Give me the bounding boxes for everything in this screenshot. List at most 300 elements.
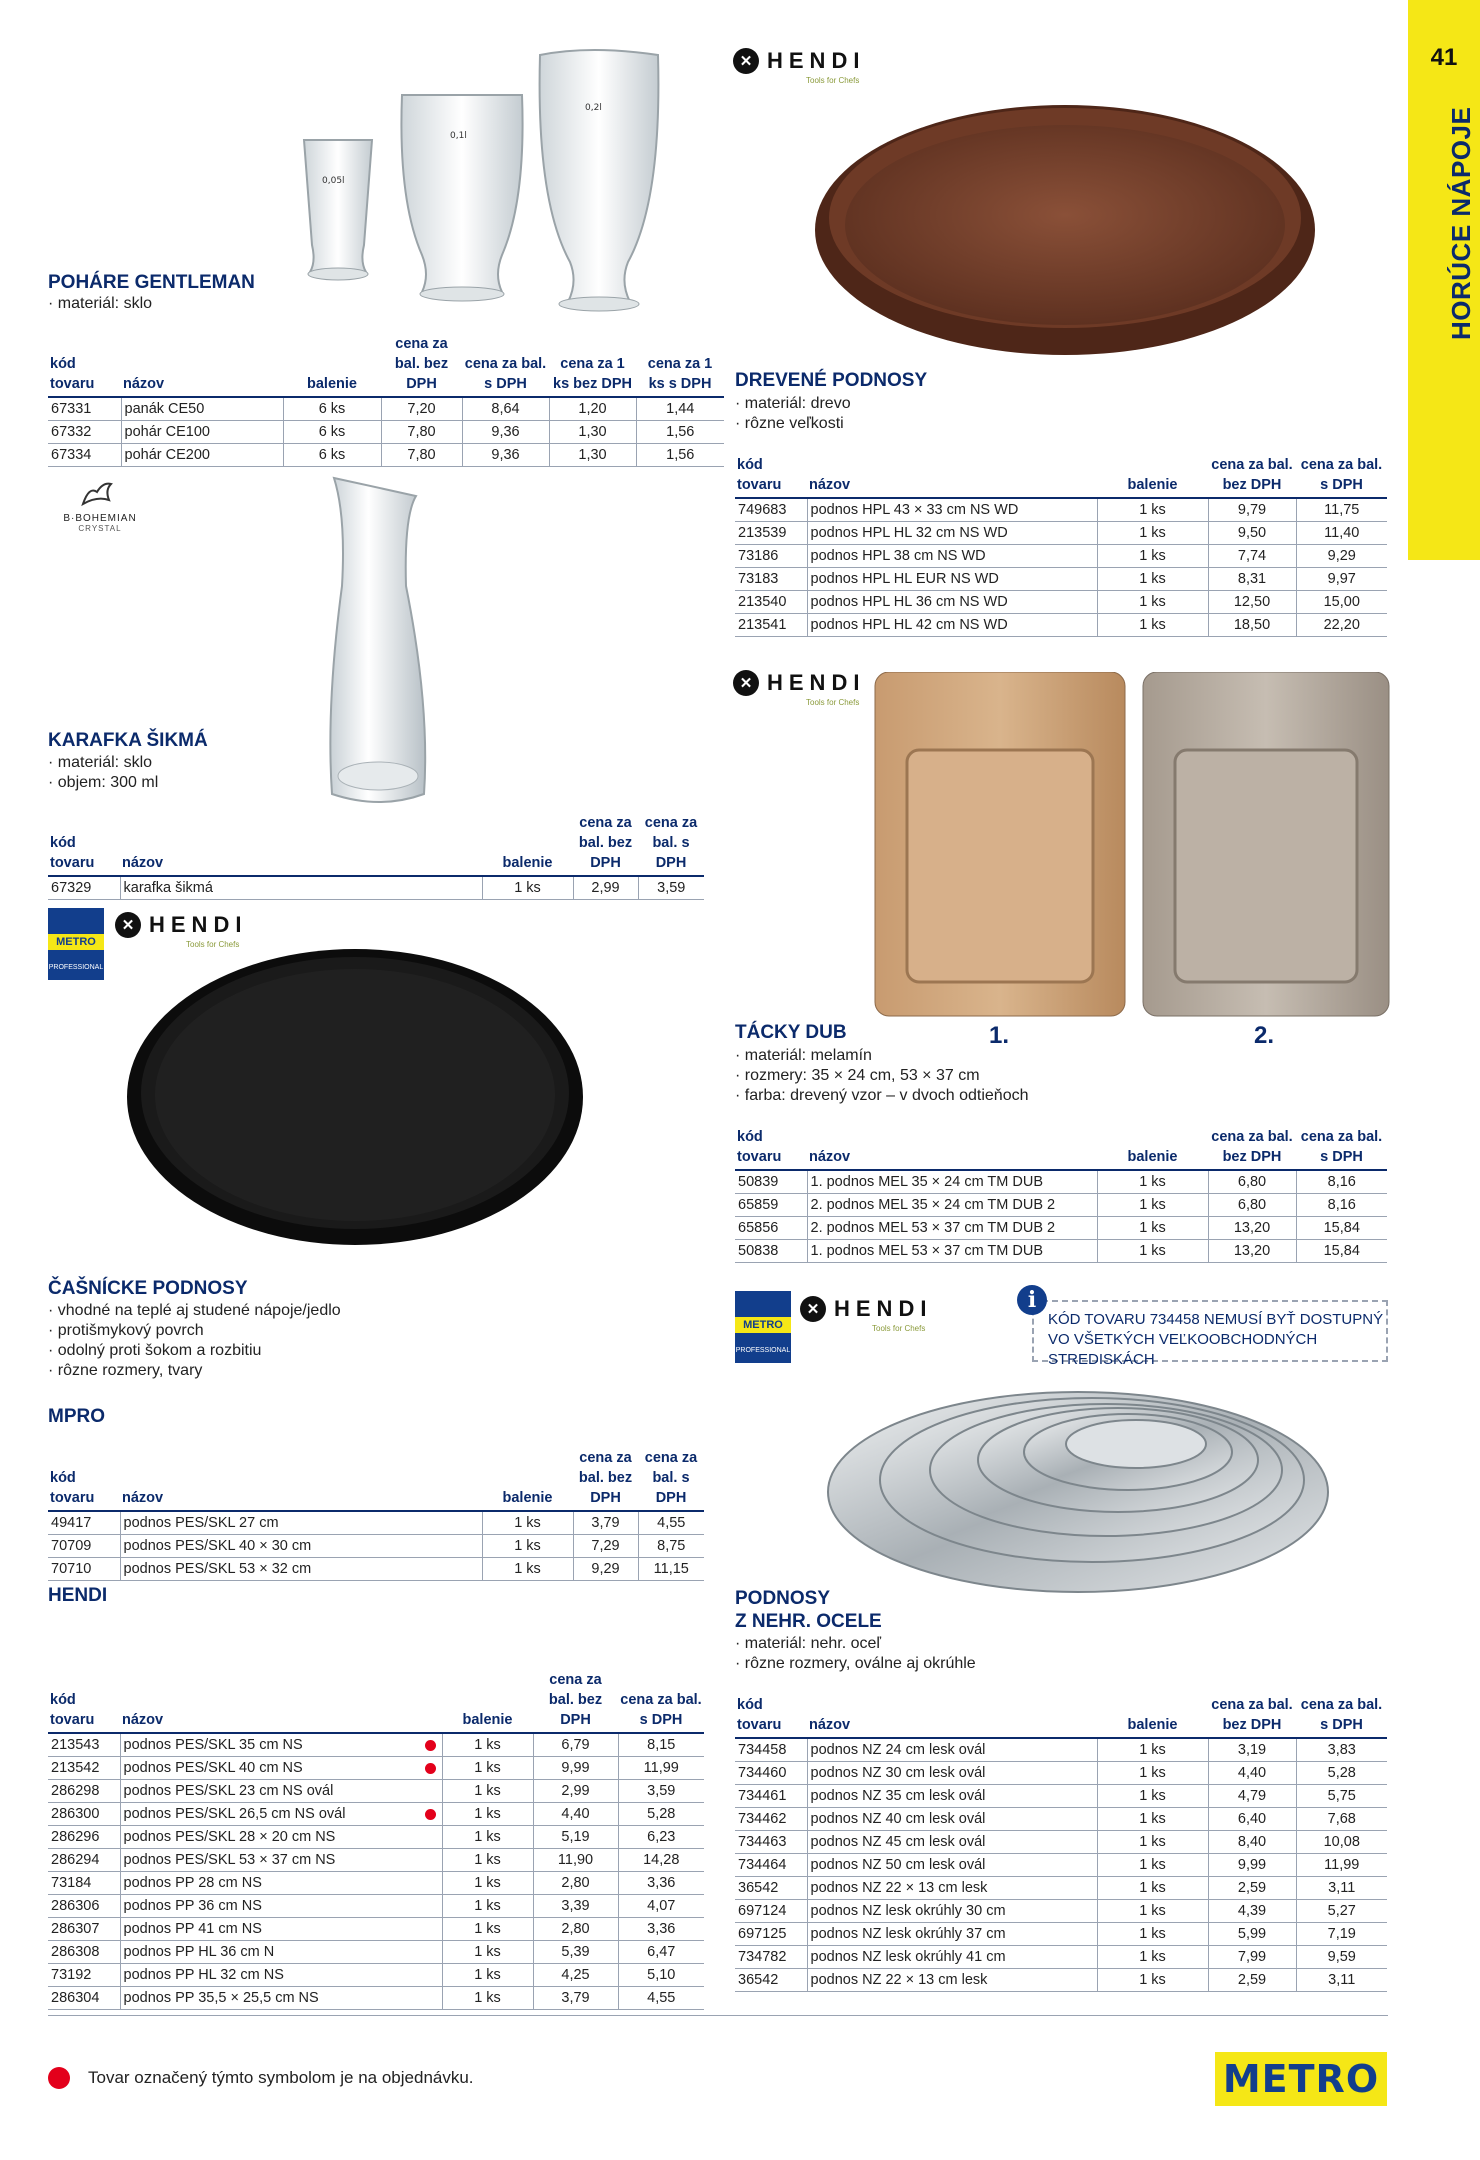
hendi-logo-text: HENDI bbox=[149, 912, 248, 937]
cell-price-inc: 9,59 bbox=[1296, 1946, 1387, 1969]
casnicke-feature-2: · protišmykový povrch bbox=[48, 1322, 204, 1339]
cell-price-inc: 5,28 bbox=[618, 1803, 704, 1826]
cell-code: 36542 bbox=[735, 1877, 807, 1900]
bohemian-sub: CRYSTAL bbox=[78, 524, 122, 533]
cell-name: podnos NZ lesk okrúhly 41 cm bbox=[807, 1946, 1097, 1969]
col-price-pack-ex: cena za bal. bez DPH bbox=[573, 1448, 638, 1511]
cell-price-inc: 3,36 bbox=[618, 1918, 704, 1941]
table-row bbox=[735, 1923, 1387, 1946]
cell-name: podnos HPL HL 36 cm NS WD bbox=[807, 591, 1097, 614]
col-name: názov bbox=[807, 1695, 1097, 1738]
cell-name: pohár CE100 bbox=[121, 421, 283, 444]
col-name: názov bbox=[807, 455, 1097, 498]
cell-pack: 1 ks bbox=[442, 1826, 533, 1849]
cell-price-inc: 5,27 bbox=[1296, 1900, 1387, 1923]
gentleman-table bbox=[48, 334, 724, 467]
cell-pack: 1 ks bbox=[482, 876, 573, 900]
col-pack: balenie bbox=[442, 1670, 533, 1733]
cell-code: 734463 bbox=[735, 1831, 807, 1854]
cell-price-ex: 6,79 bbox=[533, 1733, 618, 1757]
col-code: kód tovaru bbox=[735, 1127, 807, 1170]
cell-code: 73183 bbox=[735, 568, 807, 591]
cell-name: podnos PES/SKL 53 × 37 cm NS bbox=[120, 1849, 442, 1872]
cell-price-inc: 9,29 bbox=[1296, 545, 1387, 568]
cell-pack: 1 ks bbox=[1097, 1194, 1208, 1217]
cell-name: podnos PP HL 36 cm N bbox=[120, 1941, 442, 1964]
cell-price-inc: 22,20 bbox=[1296, 614, 1387, 637]
cell-price-inc: 8,16 bbox=[1296, 1194, 1387, 1217]
cell-code: 734462 bbox=[735, 1808, 807, 1831]
cell-price-inc: 15,84 bbox=[1296, 1240, 1387, 1263]
cell-code: 50838 bbox=[735, 1240, 807, 1263]
hendi-mark-icon: ✕ bbox=[115, 912, 141, 938]
table-row bbox=[48, 1826, 704, 1849]
cell-code: 213542 bbox=[48, 1757, 120, 1780]
cell-name: panák CE50 bbox=[121, 397, 283, 421]
mpro-table bbox=[48, 1448, 704, 1581]
tacky-title: TÁCKY DUB bbox=[735, 1022, 847, 1043]
cell-name: podnos PES/SKL 27 cm bbox=[120, 1511, 482, 1535]
cell-code: 749683 bbox=[735, 498, 807, 522]
cell-name: podnos PES/SKL 53 × 32 cm bbox=[120, 1558, 482, 1581]
cell-pack: 1 ks bbox=[442, 1757, 533, 1780]
cell-code: 734782 bbox=[735, 1946, 807, 1969]
cell-price-ex: 7,74 bbox=[1208, 545, 1296, 568]
glass-label-medium: 0,1l bbox=[450, 131, 467, 141]
cell-name: podnos PP 36 cm NS bbox=[120, 1895, 442, 1918]
cell-code: 73186 bbox=[735, 545, 807, 568]
col-pack: balenie bbox=[482, 813, 573, 876]
cell-name: 1. podnos MEL 53 × 37 cm TM DUB bbox=[807, 1240, 1097, 1263]
cell-code: 286298 bbox=[48, 1780, 120, 1803]
table-row bbox=[48, 421, 724, 444]
col-price-unit-ex: cena za 1 ks bez DPH bbox=[549, 334, 636, 397]
col-code: kód tovaru bbox=[735, 455, 807, 498]
cell-price-ex: 8,40 bbox=[1208, 1831, 1296, 1854]
hendi-logo-text: HENDI bbox=[767, 48, 866, 73]
cell-price-inc: 3,11 bbox=[1296, 1877, 1387, 1900]
cell-price-ex: 4,25 bbox=[533, 1964, 618, 1987]
cell-pack: 1 ks bbox=[442, 1872, 533, 1895]
table-row bbox=[48, 1558, 704, 1581]
cell-price-inc: 8,64 bbox=[462, 397, 549, 421]
cell-price-inc: 7,19 bbox=[1296, 1923, 1387, 1946]
hendi-logo-text: HENDI bbox=[834, 1296, 933, 1321]
cell-pack: 1 ks bbox=[442, 1780, 533, 1803]
table-row bbox=[735, 1969, 1387, 1992]
cell-name: podnos NZ 22 × 13 cm lesk bbox=[807, 1969, 1097, 1992]
table-row bbox=[48, 1941, 704, 1964]
mpro-subheading: MPRO bbox=[48, 1406, 105, 1427]
bohemian-logo bbox=[48, 478, 152, 533]
cell-price-ex: 4,79 bbox=[1208, 1785, 1296, 1808]
cell-name: podnos PP 28 cm NS bbox=[120, 1872, 442, 1895]
col-name: názov bbox=[120, 813, 482, 876]
cell-price-inc: 9,97 bbox=[1296, 568, 1387, 591]
gentleman-feature: · materiál: sklo bbox=[48, 295, 153, 312]
cell-name: podnos NZ 45 cm lesk ovál bbox=[807, 1831, 1097, 1854]
cell-code: 213540 bbox=[735, 591, 807, 614]
table-row bbox=[48, 1987, 704, 2010]
cell-pack: 6 ks bbox=[283, 397, 381, 421]
col-price-pack-ex: cena za bal. bez DPH bbox=[381, 334, 462, 397]
cell-pack: 1 ks bbox=[1097, 1240, 1208, 1263]
cell-price-inc: 5,10 bbox=[618, 1964, 704, 1987]
cell-name: podnos NZ 30 cm lesk ovál bbox=[807, 1762, 1097, 1785]
cell-code: 286300 bbox=[48, 1803, 120, 1826]
cell-name: 2. podnos MEL 35 × 24 cm TM DUB 2 bbox=[807, 1194, 1097, 1217]
cell-pack: 1 ks bbox=[442, 1918, 533, 1941]
cell-name: podnos NZ 24 cm lesk ovál bbox=[807, 1738, 1097, 1762]
col-pack: balenie bbox=[1097, 1127, 1208, 1170]
table-row bbox=[735, 1831, 1387, 1854]
gentleman-glasses-image bbox=[290, 40, 710, 320]
cell-pack: 1 ks bbox=[442, 1964, 533, 1987]
col-price-pack-ex: cena za bal. bez DPH bbox=[1208, 1127, 1296, 1170]
table-row bbox=[48, 1849, 704, 1872]
metro-badge-text: METRO bbox=[735, 1317, 791, 1333]
table-row bbox=[735, 1240, 1387, 1263]
cell-code: 49417 bbox=[48, 1511, 120, 1535]
tacky-table bbox=[735, 1127, 1387, 1263]
cell-price-inc: 3,36 bbox=[618, 1872, 704, 1895]
page-number: 41 bbox=[1430, 44, 1458, 71]
cell-code: 286306 bbox=[48, 1895, 120, 1918]
cell-code: 697125 bbox=[735, 1923, 807, 1946]
hendi-logo-text: HENDI bbox=[767, 670, 866, 695]
table-row bbox=[735, 522, 1387, 545]
cell-pack: 1 ks bbox=[1097, 591, 1208, 614]
cell-code: 67329 bbox=[48, 876, 120, 900]
cell-code: 67332 bbox=[48, 421, 121, 444]
cell-code: 213539 bbox=[735, 522, 807, 545]
table-row bbox=[48, 1535, 704, 1558]
col-price-pack-inc: cena za bal. s DPH bbox=[1296, 1127, 1387, 1170]
bohemian-swan-icon bbox=[75, 478, 125, 508]
table-row bbox=[735, 614, 1387, 637]
table-row bbox=[735, 1785, 1387, 1808]
cell-price-ex: 2,99 bbox=[533, 1780, 618, 1803]
cell-price-ex: 18,50 bbox=[1208, 614, 1296, 637]
cell-pack: 1 ks bbox=[442, 1987, 533, 2010]
col-code: kód tovaru bbox=[48, 1670, 120, 1733]
cell-pack: 1 ks bbox=[482, 1535, 573, 1558]
table-row bbox=[735, 1762, 1387, 1785]
cell-pack: 1 ks bbox=[1097, 1738, 1208, 1762]
cell-pack: 1 ks bbox=[1097, 522, 1208, 545]
cell-price-inc: 4,55 bbox=[618, 1987, 704, 2010]
cell-pack: 1 ks bbox=[442, 1849, 533, 1872]
table-row bbox=[48, 1511, 704, 1535]
hendi-mark-icon: ✕ bbox=[733, 48, 759, 74]
cell-pack: 1 ks bbox=[1097, 1170, 1208, 1194]
metro-badge-sub: PROFESSIONAL bbox=[735, 1347, 791, 1354]
nerez-table bbox=[735, 1695, 1387, 1992]
table-row bbox=[735, 1946, 1387, 1969]
table-row bbox=[735, 1217, 1387, 1240]
cell-pack: 1 ks bbox=[482, 1558, 573, 1581]
nerez-title-2: Z NEHR. OCELE bbox=[735, 1611, 882, 1632]
table-row bbox=[48, 1895, 704, 1918]
col-code: kód tovaru bbox=[735, 1695, 807, 1738]
cell-name: pohár CE200 bbox=[121, 444, 283, 467]
cell-name: podnos PES/SKL 26,5 cm NS ovál bbox=[120, 1803, 442, 1826]
cell-pack: 1 ks bbox=[1097, 614, 1208, 637]
cell-name: podnos NZ 22 × 13 cm lesk bbox=[807, 1877, 1097, 1900]
table-row bbox=[48, 1803, 704, 1826]
cell-price-ex: 9,99 bbox=[533, 1757, 618, 1780]
col-name: názov bbox=[121, 334, 283, 397]
karafka-table bbox=[48, 813, 704, 900]
col-price-pack-inc: cena za bal. s DPH bbox=[1296, 1695, 1387, 1738]
cell-code: 36542 bbox=[735, 1969, 807, 1992]
cell-code: 213543 bbox=[48, 1733, 120, 1757]
col-code: kód tovaru bbox=[48, 813, 120, 876]
cell-price-ex: 3,19 bbox=[1208, 1738, 1296, 1762]
cell-name: podnos PES/SKL 35 cm NS bbox=[120, 1733, 442, 1757]
table-row bbox=[48, 397, 724, 421]
cell-price-inc: 8,75 bbox=[638, 1535, 704, 1558]
cell-price-inc: 15,84 bbox=[1296, 1217, 1387, 1240]
order-symbol-icon bbox=[48, 2067, 70, 2089]
cell-price-ex: 3,79 bbox=[533, 1987, 618, 2010]
table-row bbox=[735, 1170, 1387, 1194]
drevene-table bbox=[735, 455, 1387, 637]
cell-price-ex: 5,99 bbox=[1208, 1923, 1296, 1946]
cell-name: podnos NZ 40 cm lesk ovál bbox=[807, 1808, 1097, 1831]
cell-price-ex: 9,29 bbox=[573, 1558, 638, 1581]
cell-code: 67331 bbox=[48, 397, 121, 421]
cell-code: 70709 bbox=[48, 1535, 120, 1558]
cell-pack: 1 ks bbox=[1097, 1946, 1208, 1969]
cell-price-inc: 8,15 bbox=[618, 1733, 704, 1757]
karafka-title: KARAFKA ŠIKMÁ bbox=[48, 730, 208, 751]
cell-pack: 1 ks bbox=[442, 1895, 533, 1918]
hendi-logo bbox=[800, 1296, 932, 1322]
cell-price-inc: 9,36 bbox=[462, 444, 549, 467]
section-label: HORÚCE NÁPOJE bbox=[1446, 106, 1476, 340]
cell-code: 67334 bbox=[48, 444, 121, 467]
table-row bbox=[735, 1738, 1387, 1762]
cell-price-ex: 2,59 bbox=[1208, 1969, 1296, 1992]
table-row bbox=[48, 1757, 704, 1780]
cell-pack: 1 ks bbox=[442, 1803, 533, 1826]
table-row bbox=[735, 498, 1387, 522]
col-pack: balenie bbox=[1097, 1695, 1208, 1738]
cell-price-ex: 3,79 bbox=[573, 1511, 638, 1535]
bohemian-text: B·BOHEMIAN bbox=[63, 513, 137, 524]
cell-price-ex: 7,20 bbox=[381, 397, 462, 421]
cell-pack: 1 ks bbox=[442, 1941, 533, 1964]
hendi-tagline: Tools for Chefs bbox=[806, 76, 860, 85]
cell-pack: 1 ks bbox=[1097, 1923, 1208, 1946]
cell-unit-price-ex: 1,30 bbox=[549, 421, 636, 444]
table-row bbox=[48, 1733, 704, 1757]
footer-divider bbox=[48, 2015, 1388, 2016]
cell-price-inc: 11,15 bbox=[638, 1558, 704, 1581]
cell-price-ex: 2,80 bbox=[533, 1918, 618, 1941]
cell-price-inc: 3,59 bbox=[618, 1780, 704, 1803]
oak-trays-image bbox=[873, 672, 1393, 1022]
cell-name: podnos NZ 50 cm lesk ovál bbox=[807, 1854, 1097, 1877]
col-pack: balenie bbox=[283, 334, 381, 397]
col-name: názov bbox=[120, 1670, 442, 1733]
order-symbol-icon bbox=[425, 1809, 436, 1820]
cell-code: 734464 bbox=[735, 1854, 807, 1877]
cell-name: podnos PP 41 cm NS bbox=[120, 1918, 442, 1941]
cell-code: 70710 bbox=[48, 1558, 120, 1581]
cell-price-ex: 5,19 bbox=[533, 1826, 618, 1849]
steel-trays-image bbox=[810, 1380, 1330, 1600]
col-code: kód tovaru bbox=[48, 334, 121, 397]
cell-price-ex: 7,99 bbox=[1208, 1946, 1296, 1969]
casnicke-feature-1: · vhodné na teplé aj studené nápoje/jedlo bbox=[48, 1302, 341, 1319]
cell-price-inc: 7,68 bbox=[1296, 1808, 1387, 1831]
gentleman-title: POHÁRE GENTLEMAN bbox=[48, 272, 255, 293]
cell-name: podnos HPL HL 42 cm NS WD bbox=[807, 614, 1097, 637]
cell-price-ex: 13,20 bbox=[1208, 1240, 1296, 1263]
col-price-pack-inc: cena za bal. s DPH bbox=[638, 813, 704, 876]
tacky-label-1: 1. bbox=[989, 1022, 1010, 1049]
cell-price-ex: 4,39 bbox=[1208, 1900, 1296, 1923]
cell-price-inc: 11,75 bbox=[1296, 498, 1387, 522]
cell-code: 734460 bbox=[735, 1762, 807, 1785]
hendi-tagline: Tools for Chefs bbox=[806, 698, 860, 707]
glass-label-large: 0,2l bbox=[585, 103, 602, 113]
cell-price-ex: 9,79 bbox=[1208, 498, 1296, 522]
cell-unit-price-inc: 1,44 bbox=[636, 397, 724, 421]
cell-code: 286294 bbox=[48, 1849, 120, 1872]
table-row bbox=[735, 1854, 1387, 1877]
cell-price-ex: 8,31 bbox=[1208, 568, 1296, 591]
cell-price-inc: 5,28 bbox=[1296, 1762, 1387, 1785]
cell-name: podnos NZ lesk okrúhly 30 cm bbox=[807, 1900, 1097, 1923]
cell-code: 734461 bbox=[735, 1785, 807, 1808]
cell-price-ex: 5,39 bbox=[533, 1941, 618, 1964]
cell-name: podnos PES/SKL 40 cm NS bbox=[120, 1757, 442, 1780]
cell-price-inc: 3,11 bbox=[1296, 1969, 1387, 1992]
table-row bbox=[735, 591, 1387, 614]
cell-name: podnos HPL 38 cm NS WD bbox=[807, 545, 1097, 568]
footer-note: Tovar označený týmto symbolom je na objednávku. bbox=[88, 2068, 474, 2087]
col-price-pack-inc: cena za bal. s DPH bbox=[638, 1448, 704, 1511]
cell-pack: 1 ks bbox=[442, 1733, 533, 1757]
metro-logo bbox=[1215, 2052, 1387, 2106]
cell-price-inc: 3,59 bbox=[638, 876, 704, 900]
cell-pack: 1 ks bbox=[1097, 1854, 1208, 1877]
cell-price-ex: 2,59 bbox=[1208, 1877, 1296, 1900]
cell-pack: 1 ks bbox=[1097, 498, 1208, 522]
hendi-mark-icon: ✕ bbox=[800, 1296, 826, 1322]
hendi-logo bbox=[733, 670, 865, 696]
cell-price-inc: 11,40 bbox=[1296, 522, 1387, 545]
table-row bbox=[735, 545, 1387, 568]
cell-pack: 6 ks bbox=[283, 421, 381, 444]
cell-name: podnos PES/SKL 28 × 20 cm NS bbox=[120, 1826, 442, 1849]
info-icon: i bbox=[1017, 1285, 1047, 1315]
black-tray-image bbox=[120, 945, 590, 1255]
cell-price-inc: 5,75 bbox=[1296, 1785, 1387, 1808]
table-row bbox=[48, 1872, 704, 1895]
cell-price-ex: 13,20 bbox=[1208, 1217, 1296, 1240]
nerez-feature-1: · materiál: nehr. oceľ bbox=[735, 1635, 882, 1652]
table-row bbox=[48, 876, 704, 900]
cell-code: 213541 bbox=[735, 614, 807, 637]
cell-code: 50839 bbox=[735, 1170, 807, 1194]
cell-pack: 1 ks bbox=[1097, 1808, 1208, 1831]
cell-price-inc: 9,36 bbox=[462, 421, 549, 444]
cell-name: 1. podnos MEL 35 × 24 cm TM DUB bbox=[807, 1170, 1097, 1194]
metro-professional-badge bbox=[735, 1291, 791, 1363]
table-row bbox=[735, 1808, 1387, 1831]
cell-name: podnos PP 35,5 × 25,5 cm NS bbox=[120, 1987, 442, 2010]
casnicke-title: ČAŠNÍCKE PODNOSY bbox=[48, 1278, 248, 1299]
cell-pack: 1 ks bbox=[482, 1511, 573, 1535]
cell-name: podnos PP HL 32 cm NS bbox=[120, 1964, 442, 1987]
nerez-title-1: PODNOSY bbox=[735, 1588, 831, 1609]
table-row bbox=[48, 444, 724, 467]
cell-code: 286307 bbox=[48, 1918, 120, 1941]
metro-badge-sub: PROFESSIONAL bbox=[48, 964, 104, 971]
drevene-title: DREVENÉ PODNOSY bbox=[735, 370, 928, 391]
cell-pack: 1 ks bbox=[1097, 568, 1208, 591]
cell-price-ex: 7,29 bbox=[573, 1535, 638, 1558]
cell-code: 697124 bbox=[735, 1900, 807, 1923]
cell-price-ex: 2,99 bbox=[573, 876, 638, 900]
cell-price-ex: 2,80 bbox=[533, 1872, 618, 1895]
cell-price-inc: 4,55 bbox=[638, 1511, 704, 1535]
cell-price-inc: 10,08 bbox=[1296, 1831, 1387, 1854]
col-name: názov bbox=[120, 1448, 482, 1511]
table-row bbox=[735, 1194, 1387, 1217]
tacky-feature-3: · farba: drevený vzor – v dvoch odtieňoch bbox=[735, 1087, 1029, 1104]
carafe-image bbox=[320, 476, 440, 816]
hendi-subheading: HENDI bbox=[48, 1585, 108, 1606]
col-price-pack-inc: cena za bal. s DPH bbox=[618, 1670, 704, 1733]
cell-price-inc: 6,23 bbox=[618, 1826, 704, 1849]
col-price-pack-ex: cena za bal. bez DPH bbox=[1208, 455, 1296, 498]
table-row bbox=[48, 1964, 704, 1987]
cell-price-ex: 12,50 bbox=[1208, 591, 1296, 614]
hendi-tagline: Tools for Chefs bbox=[872, 1324, 926, 1333]
col-price-unit-inc: cena za 1 ks s DPH bbox=[636, 334, 724, 397]
drevene-feature-2: · rôzne veľkosti bbox=[735, 415, 844, 432]
cell-pack: 1 ks bbox=[1097, 1762, 1208, 1785]
metro-badge-text: METRO bbox=[48, 934, 104, 950]
hendi-logo bbox=[733, 48, 865, 74]
cell-price-ex: 6,40 bbox=[1208, 1808, 1296, 1831]
cell-price-inc: 6,47 bbox=[618, 1941, 704, 1964]
cell-code: 734458 bbox=[735, 1738, 807, 1762]
col-code: kód tovaru bbox=[48, 1448, 120, 1511]
cell-code: 73192 bbox=[48, 1964, 120, 1987]
drevene-feature-1: · materiál: drevo bbox=[735, 395, 851, 412]
table-row bbox=[735, 568, 1387, 591]
availability-note bbox=[1032, 1300, 1388, 1368]
table-row bbox=[735, 1900, 1387, 1923]
cell-pack: 1 ks bbox=[1097, 1217, 1208, 1240]
cell-code: 73184 bbox=[48, 1872, 120, 1895]
tacky-feature-1: · materiál: melamín bbox=[735, 1047, 872, 1064]
availability-note-text: KÓD TOVARU 734458 NEMUSÍ BYŤ DOSTUPNÝ VO VŠETKÝCH VEĽKOOBCHODNÝCH STREDISKÁCH bbox=[1048, 1311, 1384, 1368]
cell-name: podnos NZ lesk okrúhly 37 cm bbox=[807, 1923, 1097, 1946]
cell-pack: 1 ks bbox=[1097, 1785, 1208, 1808]
cell-name: 2. podnos MEL 53 × 37 cm TM DUB 2 bbox=[807, 1217, 1097, 1240]
wooden-tray-image bbox=[800, 100, 1320, 370]
cell-price-ex: 11,90 bbox=[533, 1849, 618, 1872]
hendi-logo bbox=[115, 912, 247, 938]
cell-code: 286296 bbox=[48, 1826, 120, 1849]
